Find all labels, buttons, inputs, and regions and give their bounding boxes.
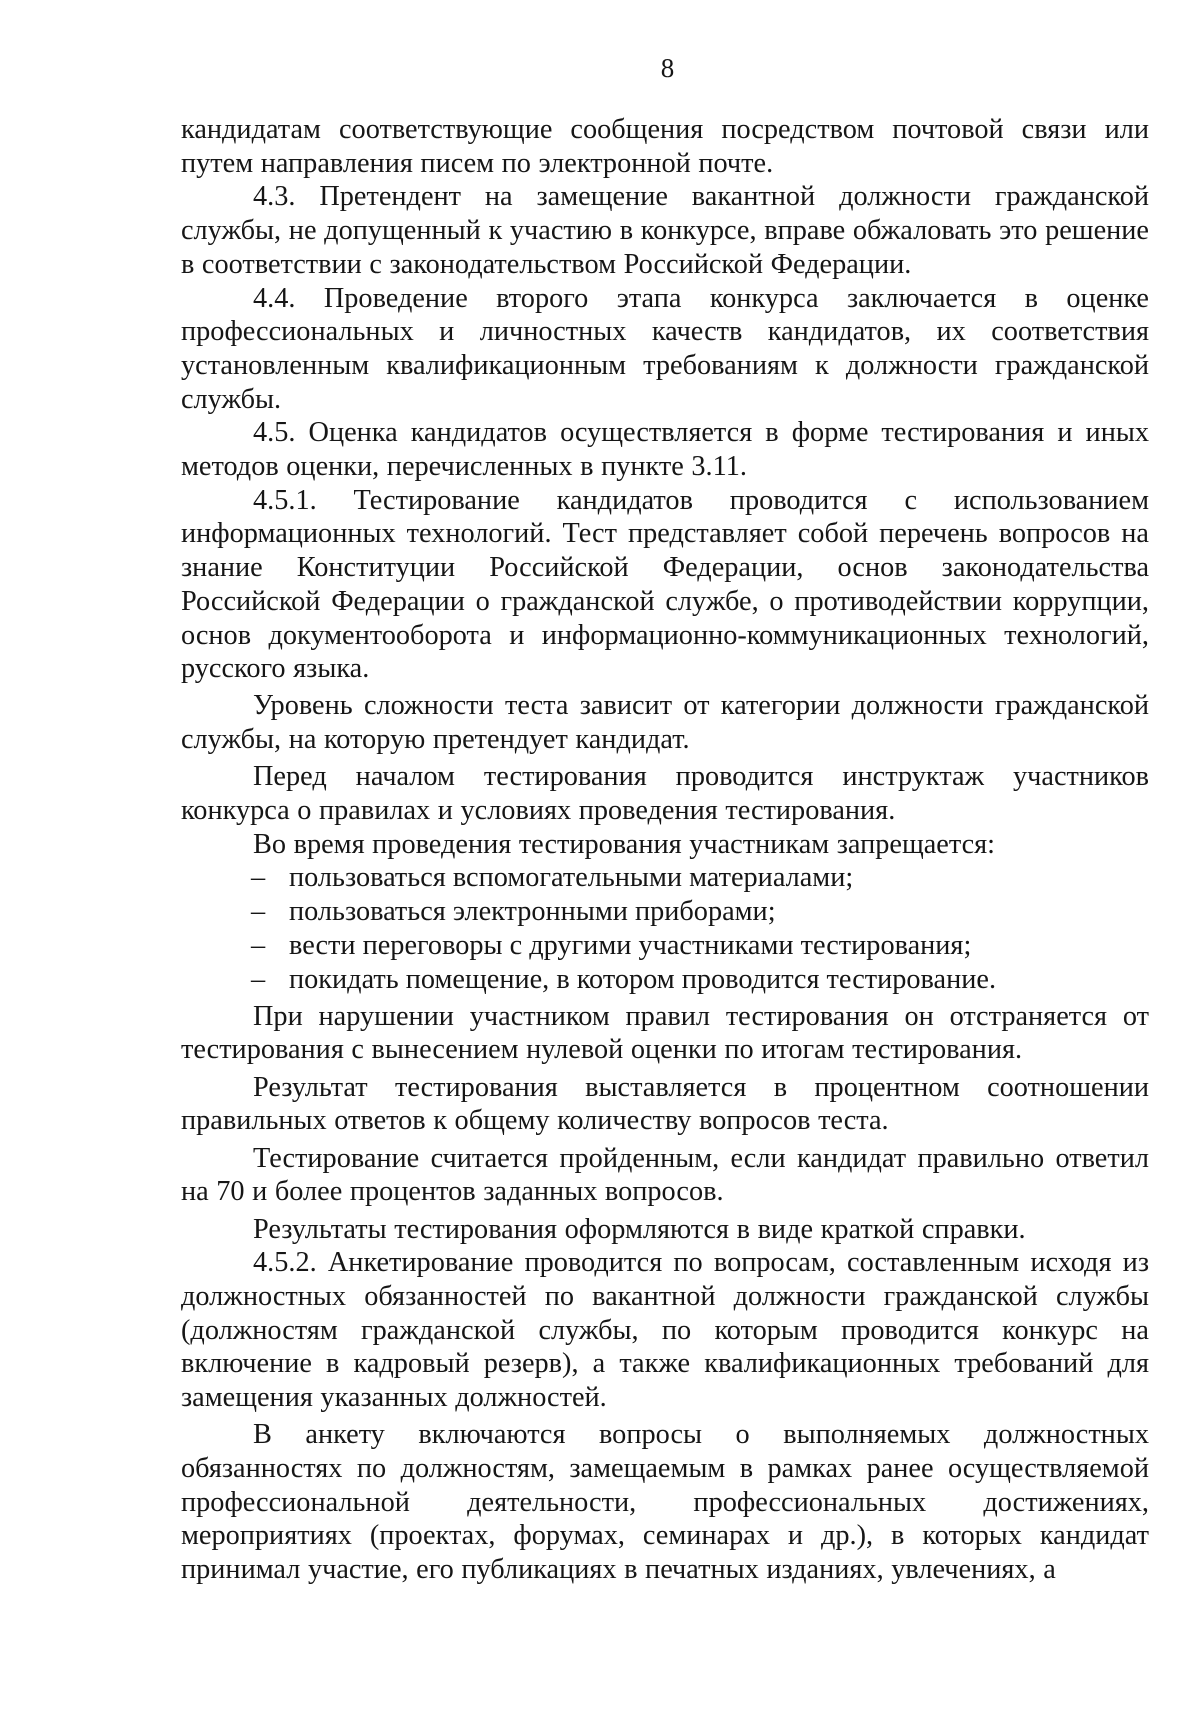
- list-item: [181, 963, 1149, 997]
- paragraph-4-3: 4.3. Претендент на замещение вакантной должности гражданской службы, не допущенный к участию в конкурсе, вправе обжаловать это решение в соответствии с законодательством Российской Федерации.: [181, 181, 1149, 280]
- paragraph-4-4: 4.4. Проведение второго этапа конкурса заключается в оценке профессиональных и личностных качеств кандидатов, их соответствия установленным квалификационным требованиям к должности гражданской службы.: [181, 282, 1149, 415]
- list-dash: –: [251, 896, 266, 928]
- paragraph-prohibited-intro: Во время проведения тестирования участникам запрещается:: [253, 828, 996, 860]
- paragraph-test-difficulty: Уровень сложности теста зависит от категории должности гражданской службы, на которую претендует кандидат.: [181, 690, 1149, 756]
- paragraph-pass-threshold: Тестирование считается пройденным, если кандидат правильно ответил на 70 и более процентов заданных вопросов.: [181, 1142, 1149, 1208]
- list-item: [181, 895, 1149, 929]
- list-item: [181, 861, 1149, 895]
- list-dash: –: [251, 963, 266, 995]
- paragraph-4-5: 4.5. Оценка кандидатов осуществляется в форме тестирования и иных методов оценки, перечисленных в пункте 3.11.: [181, 417, 1149, 483]
- paragraph-violation: При нарушении участником правил тестирования он отстраняется от тестирования с вынесением нулевой оценки по итогам тестирования.: [181, 1000, 1149, 1066]
- list-item-text: вести переговоры с другими участниками тестирования;: [289, 929, 972, 961]
- paragraph-result: Результат тестирования выставляется в процентном соотношении правильных ответов к общему количеству вопросов теста.: [181, 1071, 1149, 1137]
- paragraph-4-5-2: 4.5.2. Анкетирование проводится по вопросам, составленным исходя из должностных обязанностей по вакантной должности гражданской службы (должностям гражданской службы, по которым проводится конкурс на включение в кадровый резерв), а также квалификационных требований для замещения указанных должностей.: [181, 1247, 1149, 1414]
- paragraph-questionnaire: В анкету включаются вопросы о выполняемых должностных обязанностях по должностям, замещаемым в рамках ранее осуществляемой профессиональной деятельности, профессиональных достижениях, мероприятиях (проектах, форумах, семинарах и др.), в которых кандидат принимал участие, его публикациях в печатных изданиях, увлечениях, а: [181, 1419, 1149, 1586]
- list-dash: –: [251, 862, 266, 894]
- paragraph-results-report: Результаты тестирования оформляются в виде краткой справки.: [253, 1213, 1026, 1245]
- page-number: 8: [660, 53, 675, 83]
- paragraph-continuation: кандидатам соответствующие сообщения посредством почтовой связи или путем направления писем по электронной почте.: [181, 114, 1149, 179]
- paragraph-instruction: Перед началом тестирования проводится инструктаж участников конкурса о правилах и условиях проведения тестирования.: [181, 761, 1149, 827]
- list-item-text: покидать помещение, в котором проводится тестирование.: [289, 963, 997, 995]
- list-item-text: пользоваться электронными приборами;: [289, 896, 776, 928]
- prohibited-list: [181, 861, 1149, 996]
- list-dash: –: [251, 929, 266, 961]
- list-item: [181, 929, 1149, 963]
- paragraph-4-5-1: 4.5.1. Тестирование кандидатов проводится с использованием информационных технологий. Тест представляет собой перечень вопросов на знание Конституции Российской Федерации, основ законодательства Российской Федерации о гражданской службе, о противодействии коррупции, основ документооборота и информационно-коммуникационных технологий, русского языка.: [181, 484, 1149, 685]
- document-body: [181, 113, 1149, 1587]
- list-item-text: пользоваться вспомогательными материалами;: [289, 862, 854, 894]
